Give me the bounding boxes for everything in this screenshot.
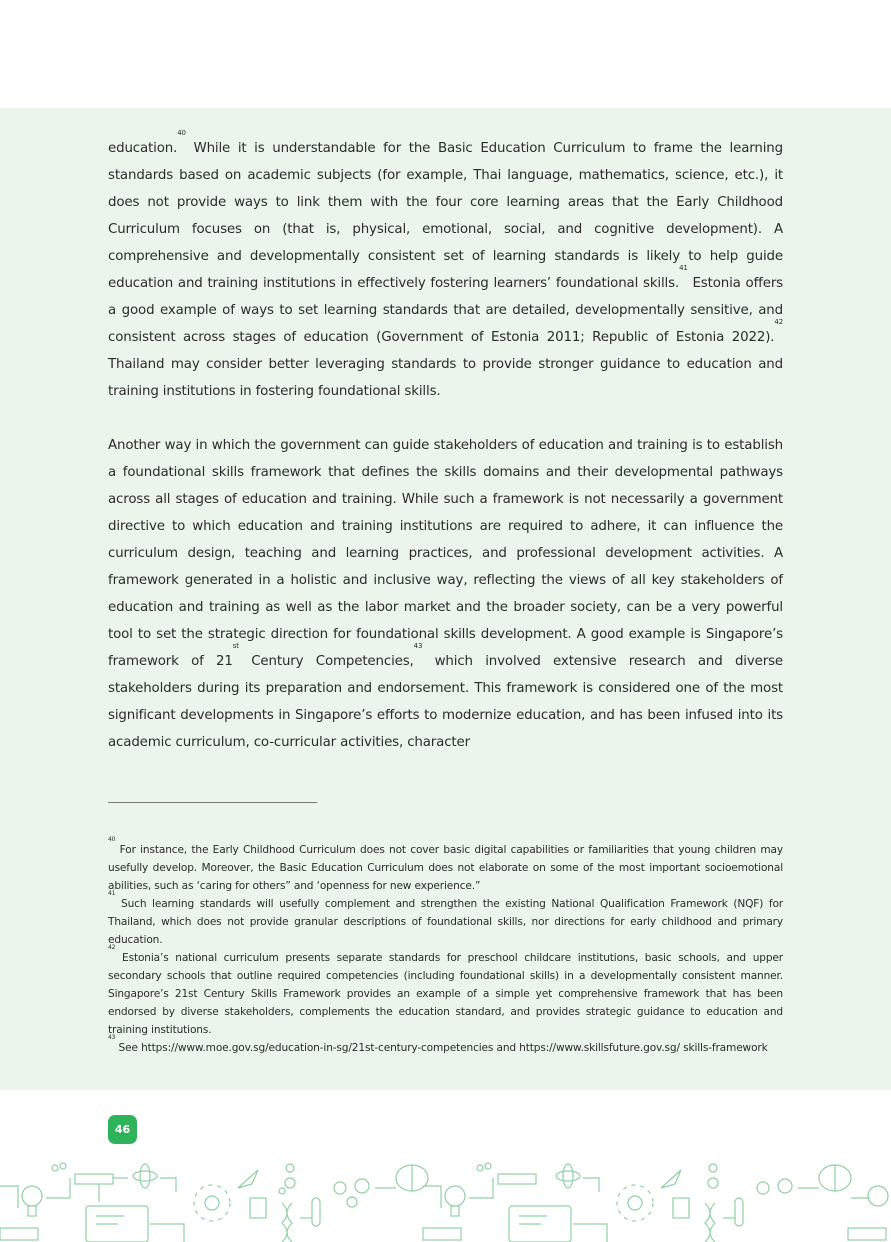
- footnote-reference[interactable]: 42: [774, 318, 783, 326]
- body-paragraph-2: [108, 432, 783, 756]
- gear-orbit-icon: [194, 1185, 653, 1221]
- footnote-text: Such learning standards will usefully complement and strengthen the existing National Qualification Framework (NQF) for Thailand, which does not provide granular descriptions of foundational skills, nor directions for early childhood and primary education.: [108, 898, 783, 946]
- test-tube-icon: [312, 1198, 743, 1226]
- text-run: which involved extensive research and diverse stakeholders during its preparation and endorsement. This framework is considered one of the most significant developments in Singapore’s efforts to modernize education, and has been infused into its academic curriculum, co-curricular activities, character: [108, 654, 784, 750]
- footnote-text: Estonia’s national curriculum presents separate standards for preschool childcare institutions, basic schools, and upper secondary schools that outline required competencies (including foundational skills) in a developmentally consistent manner. Singapore’s 21st Century Skills Framework provides an example of a simple yet comprehensive framework that has been endorsed by diverse stakeholders, complements the education standard, and provides strategic guidance to education and training institutions.: [108, 952, 783, 1036]
- documents-icon: [250, 1198, 689, 1218]
- footnote-41: [108, 890, 783, 949]
- usb-drive-icon: [0, 1174, 886, 1240]
- text-run: education.: [108, 141, 178, 156]
- text-run: While it is understandable for the Basic Education Curriculum to frame the learning standards based on academic subjects (for example, Thai language, mathematics, science, etc.), it does not provide ways to link them with the four core learning areas that the Early Childhood Curriculum focuses on (that is, physical, emotional, social, and cognitive development). A comprehensive and developmentally consistent set of learning standards is likely to help guide education and training institutions in effectively fostering learners’ foundational skills.: [108, 141, 783, 291]
- footnote-40: [108, 836, 783, 895]
- dna-icon: [282, 1203, 715, 1242]
- footnote-text: For instance, the Early Childhood Curriculum does not cover basic digital capabilities or familiarities that young children may usefully develop. Moreover, the Basic Education Curriculum does not elaborate on some of the most important socioemotional abilities, such as ‘caring for others” and ‘openness for new experience.”: [108, 844, 783, 892]
- page-number-badge: 46: [108, 1115, 137, 1144]
- footnote-reference[interactable]: 41: [679, 264, 688, 272]
- footnote-text: See https://www.moe.gov.sg/education-in-sg/21st-century-competencies and https://www.skillsfuture.gov.sg/ skills-framework: [115, 1042, 768, 1054]
- footnote-number: 43: [108, 1034, 116, 1041]
- footnote-reference[interactable]: 43: [413, 642, 423, 650]
- body-paragraph-1: [108, 129, 783, 405]
- text-run: Another way in which the government can guide stakeholders of education and training is to establish a foundational skills framework that defines the skills domains and their developmental pathways across all stages of education and training. While such a framework is not necessarily a government directive to which education and training institutions are required to adhere, it can influence the curriculum design, teaching and learning practices, and professional development activities. A framework generated in a holistic and inclusive way, reflecting the views of all key stakeholders of education and training as well as the labor market and the broader society, can be a very powerful tool to set the strategic direction for foundational skills development. A good example is Singapore’s framework of 21: [108, 438, 783, 669]
- footnote-42: [108, 944, 783, 1039]
- text-run: Century Competencies,: [238, 654, 414, 669]
- footnote-43: [108, 1034, 783, 1057]
- brain-icon: [396, 1165, 851, 1191]
- footnote-divider: [108, 802, 317, 803]
- footnote-reference[interactable]: st: [232, 642, 239, 650]
- footnote-number: 41: [108, 890, 116, 897]
- circuit-lines: [0, 1178, 870, 1242]
- gears-icon: [52, 1163, 792, 1207]
- rocket-icon: [238, 1170, 681, 1188]
- text-run: Thailand may consider better leveraging standards to provide stronger guidance to education and training institutions in fostering foundational skills.: [108, 357, 783, 399]
- footnotes: [108, 836, 783, 1057]
- text-run: Estonia offers a good example of ways to set learning standards that are detailed, developmentally sensitive, and consistent across stages of education (Government of Estonia 2011; Republic of Estonia 2022).: [108, 276, 783, 345]
- footnote-number: 42: [108, 944, 116, 951]
- footer-illustration: [0, 1158, 891, 1242]
- footnote-reference[interactable]: 40: [177, 129, 186, 137]
- footnote-number: 40: [108, 836, 116, 843]
